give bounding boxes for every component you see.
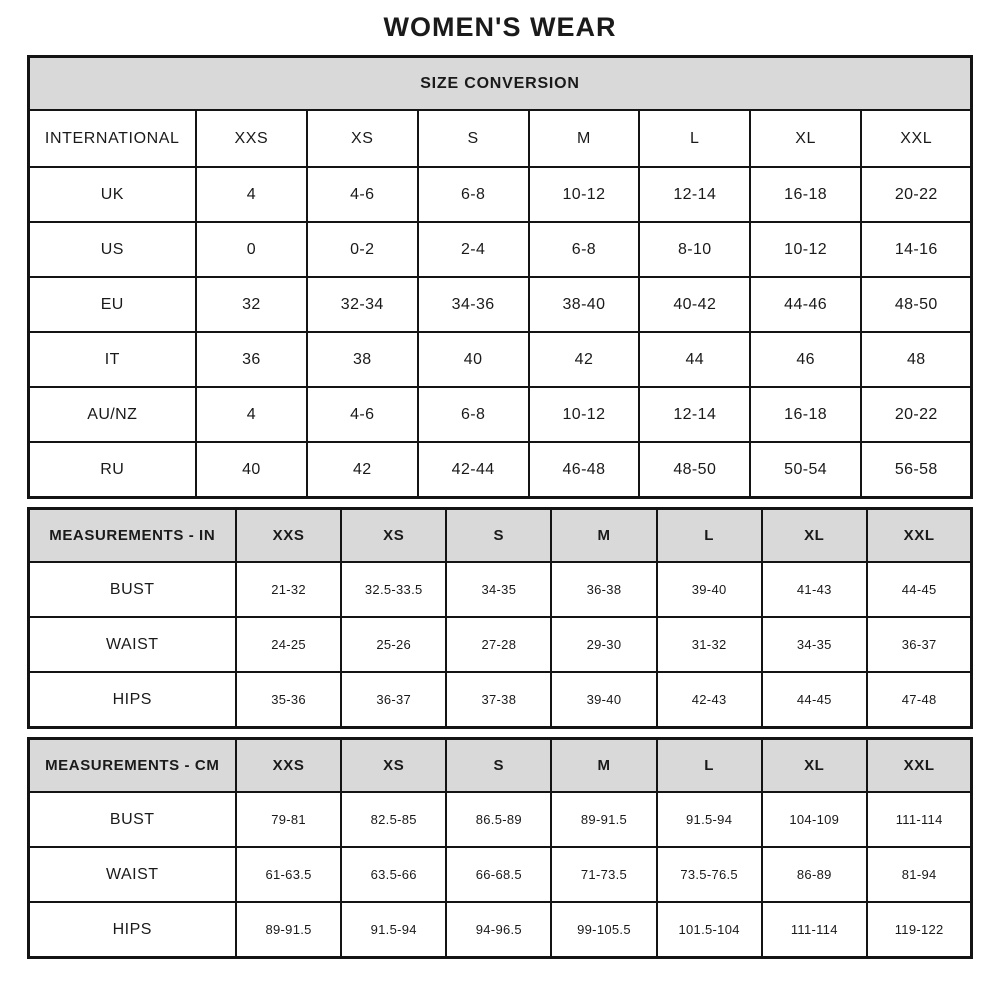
column-header: S: [446, 509, 551, 563]
cell: 99-105.5: [551, 902, 656, 958]
row-label: BUST: [28, 792, 236, 847]
table-row: [28, 222, 972, 277]
cell: 40-42: [639, 277, 750, 332]
row-label: US: [28, 222, 196, 277]
column-header-row: [28, 110, 972, 167]
cell: 16-18: [750, 387, 861, 442]
cell: 91.5-94: [657, 792, 762, 847]
page-title: WOMEN'S WEAR: [383, 12, 617, 42]
cell: 4-6: [307, 387, 418, 442]
column-header: L: [639, 110, 750, 167]
cell: 42: [307, 442, 418, 498]
column-header: XS: [307, 110, 418, 167]
cell: 41-43: [762, 562, 867, 617]
row-label: WAIST: [28, 847, 236, 902]
cell: 42-43: [657, 672, 762, 728]
cell: 40: [196, 442, 307, 498]
cell: 111-114: [762, 902, 867, 958]
table-row: [28, 277, 972, 332]
cell: 14-16: [861, 222, 972, 277]
table-row: [28, 902, 972, 958]
cell: 34-36: [418, 277, 529, 332]
cell: 82.5-85: [341, 792, 446, 847]
cell: 48-50: [861, 277, 972, 332]
cell: 56-58: [861, 442, 972, 498]
cell: 40: [418, 332, 529, 387]
cell: 39-40: [551, 672, 656, 728]
cell: 79-81: [236, 792, 341, 847]
table-row: [28, 672, 972, 728]
cell: 47-48: [867, 672, 972, 728]
table-row: [28, 617, 972, 672]
cell: 21-32: [236, 562, 341, 617]
row-label: IT: [28, 332, 196, 387]
cell: 44-45: [867, 562, 972, 617]
cell: 36: [196, 332, 307, 387]
cell: 38: [307, 332, 418, 387]
cell: 48: [861, 332, 972, 387]
cell: 4-6: [307, 167, 418, 222]
cell: 119-122: [867, 902, 972, 958]
cell: 36-38: [551, 562, 656, 617]
cell: 48-50: [639, 442, 750, 498]
cell: 71-73.5: [551, 847, 656, 902]
cell: 81-94: [867, 847, 972, 902]
row-label: EU: [28, 277, 196, 332]
cell: 25-26: [341, 617, 446, 672]
cell: 0-2: [307, 222, 418, 277]
cell: 61-63.5: [236, 847, 341, 902]
cell: 4: [196, 387, 307, 442]
measurements-in-table: [27, 507, 974, 729]
row-label: BUST: [28, 562, 236, 617]
cell: 66-68.5: [446, 847, 551, 902]
cell: 36-37: [867, 617, 972, 672]
table-row: [28, 387, 972, 442]
cell: 20-22: [861, 387, 972, 442]
measurements-cm-table: [27, 737, 974, 959]
table-header-row: [28, 509, 972, 563]
cell: 10-12: [529, 387, 640, 442]
cell: 12-14: [639, 167, 750, 222]
cell: 42: [529, 332, 640, 387]
cell: 12-14: [639, 387, 750, 442]
table-header-row: [28, 57, 972, 111]
cell: 94-96.5: [446, 902, 551, 958]
cell: 32-34: [307, 277, 418, 332]
cell: 0: [196, 222, 307, 277]
cell: 32.5-33.5: [341, 562, 446, 617]
cell: 111-114: [867, 792, 972, 847]
cell: 63.5-66: [341, 847, 446, 902]
cell: 10-12: [529, 167, 640, 222]
column-header: XL: [750, 110, 861, 167]
table-row: [28, 562, 972, 617]
cell: 16-18: [750, 167, 861, 222]
column-header: M: [551, 509, 656, 563]
cell: 10-12: [750, 222, 861, 277]
column-header: XXS: [236, 509, 341, 563]
table-row: [28, 167, 972, 222]
column-header: XS: [341, 509, 446, 563]
column-header: S: [446, 739, 551, 793]
cell: 44: [639, 332, 750, 387]
row-label: HIPS: [28, 902, 236, 958]
table-header: MEASUREMENTS - CM: [28, 739, 236, 793]
cell: 50-54: [750, 442, 861, 498]
cell: 73.5-76.5: [657, 847, 762, 902]
table-row: [28, 332, 972, 387]
row-label: RU: [28, 442, 196, 498]
cell: 44-45: [762, 672, 867, 728]
cell: 86.5-89: [446, 792, 551, 847]
column-header: XXL: [867, 509, 972, 563]
cell: 2-4: [418, 222, 529, 277]
cell: 6-8: [529, 222, 640, 277]
cell: 38-40: [529, 277, 640, 332]
table-row: [28, 792, 972, 847]
column-header: L: [657, 739, 762, 793]
cell: 86-89: [762, 847, 867, 902]
cell: 29-30: [551, 617, 656, 672]
cell: 35-36: [236, 672, 341, 728]
cell: 42-44: [418, 442, 529, 498]
column-header: XL: [762, 739, 867, 793]
cell: 31-32: [657, 617, 762, 672]
cell: 46: [750, 332, 861, 387]
cell: 6-8: [418, 167, 529, 222]
cell: 89-91.5: [236, 902, 341, 958]
column-header: XXS: [196, 110, 307, 167]
column-header: XXL: [861, 110, 972, 167]
column-header: M: [551, 739, 656, 793]
cell: 104-109: [762, 792, 867, 847]
size-conversion-table: [27, 55, 974, 499]
column-header: XS: [341, 739, 446, 793]
row-label: UK: [28, 167, 196, 222]
row-label: HIPS: [28, 672, 236, 728]
cell: 37-38: [446, 672, 551, 728]
cell: 8-10: [639, 222, 750, 277]
column-header: L: [657, 509, 762, 563]
cell: 91.5-94: [341, 902, 446, 958]
column-header: XXL: [867, 739, 972, 793]
cell: 34-35: [762, 617, 867, 672]
cell: 32: [196, 277, 307, 332]
table-header: MEASUREMENTS - IN: [28, 509, 236, 563]
column-header: XL: [762, 509, 867, 563]
cell: 24-25: [236, 617, 341, 672]
cell: 20-22: [861, 167, 972, 222]
cell: 34-35: [446, 562, 551, 617]
row-label: WAIST: [28, 617, 236, 672]
table-header: SIZE CONVERSION: [28, 57, 972, 111]
cell: 44-46: [750, 277, 861, 332]
column-header: S: [418, 110, 529, 167]
row-label: AU/NZ: [28, 387, 196, 442]
table-row: [28, 442, 972, 498]
cell: 39-40: [657, 562, 762, 617]
cell: 6-8: [418, 387, 529, 442]
cell: 4: [196, 167, 307, 222]
column-header: INTERNATIONAL: [28, 110, 196, 167]
table-header-row: [28, 739, 972, 793]
cell: 101.5-104: [657, 902, 762, 958]
table-row: [28, 847, 972, 902]
column-header: XXS: [236, 739, 341, 793]
cell: 27-28: [446, 617, 551, 672]
cell: 89-91.5: [551, 792, 656, 847]
column-header: M: [529, 110, 640, 167]
cell: 46-48: [529, 442, 640, 498]
cell: 36-37: [341, 672, 446, 728]
